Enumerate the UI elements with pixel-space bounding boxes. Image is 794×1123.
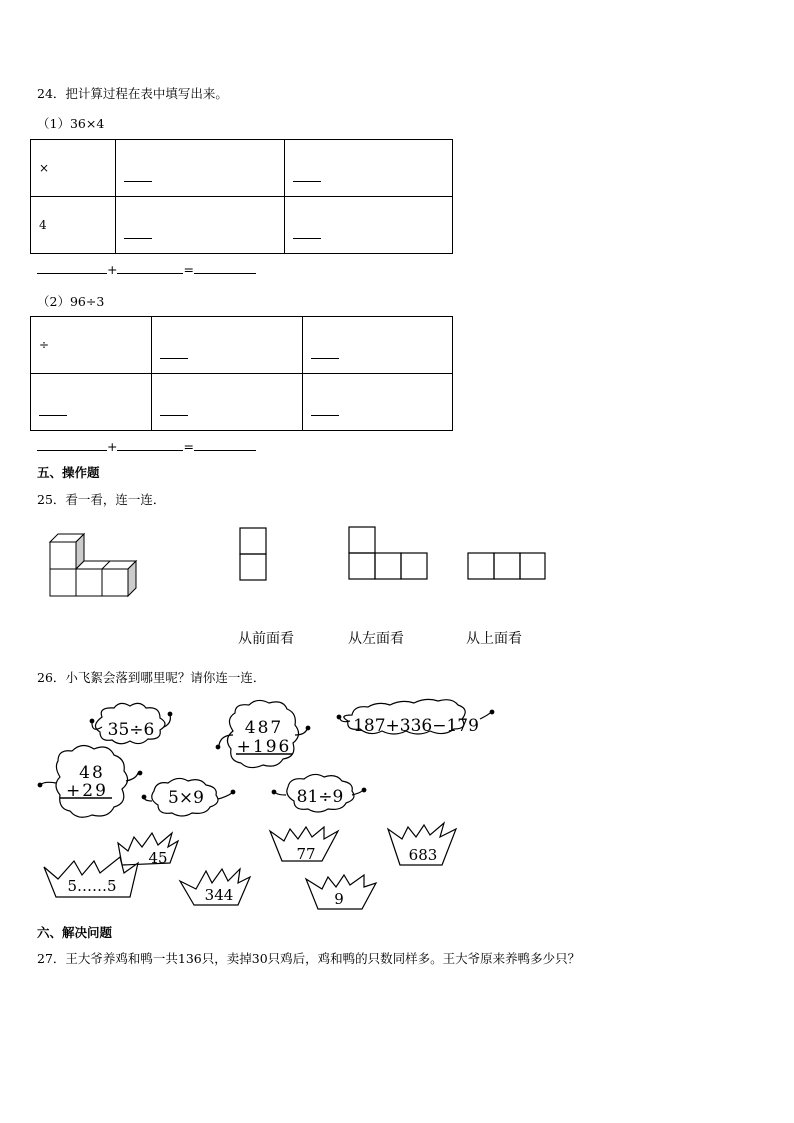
table2-blank[interactable] bbox=[160, 403, 188, 416]
table1-row1-head: × bbox=[31, 140, 116, 197]
section6-heading: 六、解决问题 bbox=[37, 925, 113, 940]
q24-title: 24．把计算过程在表中填写出来。 bbox=[37, 86, 228, 101]
answer-blank[interactable] bbox=[37, 437, 107, 451]
calc-table-2 bbox=[30, 316, 453, 431]
answer-blank[interactable] bbox=[117, 437, 183, 451]
cloud-text: +196 bbox=[236, 737, 292, 757]
answer-blank[interactable] bbox=[194, 260, 256, 274]
cloud-text: 5×9 bbox=[168, 788, 204, 808]
view-shape-vertical bbox=[240, 528, 266, 580]
sum-line-2 bbox=[37, 437, 256, 454]
cloud-text: 187+336−179 bbox=[353, 716, 479, 736]
target-text: 9 bbox=[334, 890, 344, 908]
table1-row2-head: 4 bbox=[31, 197, 116, 254]
q25-figures bbox=[40, 520, 560, 660]
cloud-text: +29 bbox=[66, 781, 108, 801]
equals-sign: = bbox=[183, 262, 194, 277]
plus-sign: + bbox=[107, 439, 118, 454]
target-text: 45 bbox=[148, 849, 168, 867]
calc-table-1 bbox=[30, 139, 453, 254]
answer-blank[interactable] bbox=[194, 437, 256, 451]
cube-stack-figure bbox=[50, 534, 136, 596]
q25-title: 25．看一看，连一连． bbox=[37, 492, 166, 507]
q26-title: 26．小飞絮会落到哪里呢？请你连一连． bbox=[37, 670, 266, 685]
target-text: 683 bbox=[408, 846, 438, 864]
plus-sign: + bbox=[107, 262, 118, 277]
table2-blank[interactable] bbox=[160, 346, 188, 359]
sum-line-1 bbox=[37, 260, 256, 277]
view-label-front: 从前面看 bbox=[238, 631, 294, 647]
cloud-text: 48 bbox=[79, 763, 105, 783]
q26-figure bbox=[30, 695, 510, 915]
equals-sign: = bbox=[183, 439, 194, 454]
table1-blank[interactable] bbox=[124, 169, 152, 182]
q24-part2-label: （2）96÷3 bbox=[37, 294, 105, 309]
view-shape-horizontal bbox=[468, 553, 545, 579]
cloud-text: 35÷6 bbox=[107, 720, 155, 740]
table2-row1-head: ÷ bbox=[31, 317, 152, 374]
q24-part1-label: （1）36×4 bbox=[37, 116, 105, 131]
view-label-top: 从上面看 bbox=[466, 631, 522, 647]
table1-blank[interactable] bbox=[293, 169, 321, 182]
target-text: 5……5 bbox=[67, 877, 117, 895]
target-text: 77 bbox=[296, 845, 316, 863]
view-label-left: 从左面看 bbox=[348, 631, 404, 647]
answer-blank[interactable] bbox=[37, 260, 107, 274]
table1-blank[interactable] bbox=[293, 226, 321, 239]
target-text: 344 bbox=[204, 886, 234, 904]
cloud-text: 487 bbox=[244, 718, 284, 738]
table2-blank[interactable] bbox=[39, 403, 67, 416]
table2-blank[interactable] bbox=[311, 403, 339, 416]
cloud-text: 81÷9 bbox=[296, 787, 344, 807]
view-shape-l bbox=[349, 527, 427, 579]
answer-blank[interactable] bbox=[117, 260, 183, 274]
section5-heading: 五、操作题 bbox=[37, 465, 100, 480]
table2-blank[interactable] bbox=[311, 346, 339, 359]
table1-blank[interactable] bbox=[124, 226, 152, 239]
q27-title: 27．王大爷养鸡和鸭一共136只，卖掉30只鸡后，鸡和鸭的只数同样多。王大爷原来养鸭多少只？ bbox=[37, 951, 581, 966]
